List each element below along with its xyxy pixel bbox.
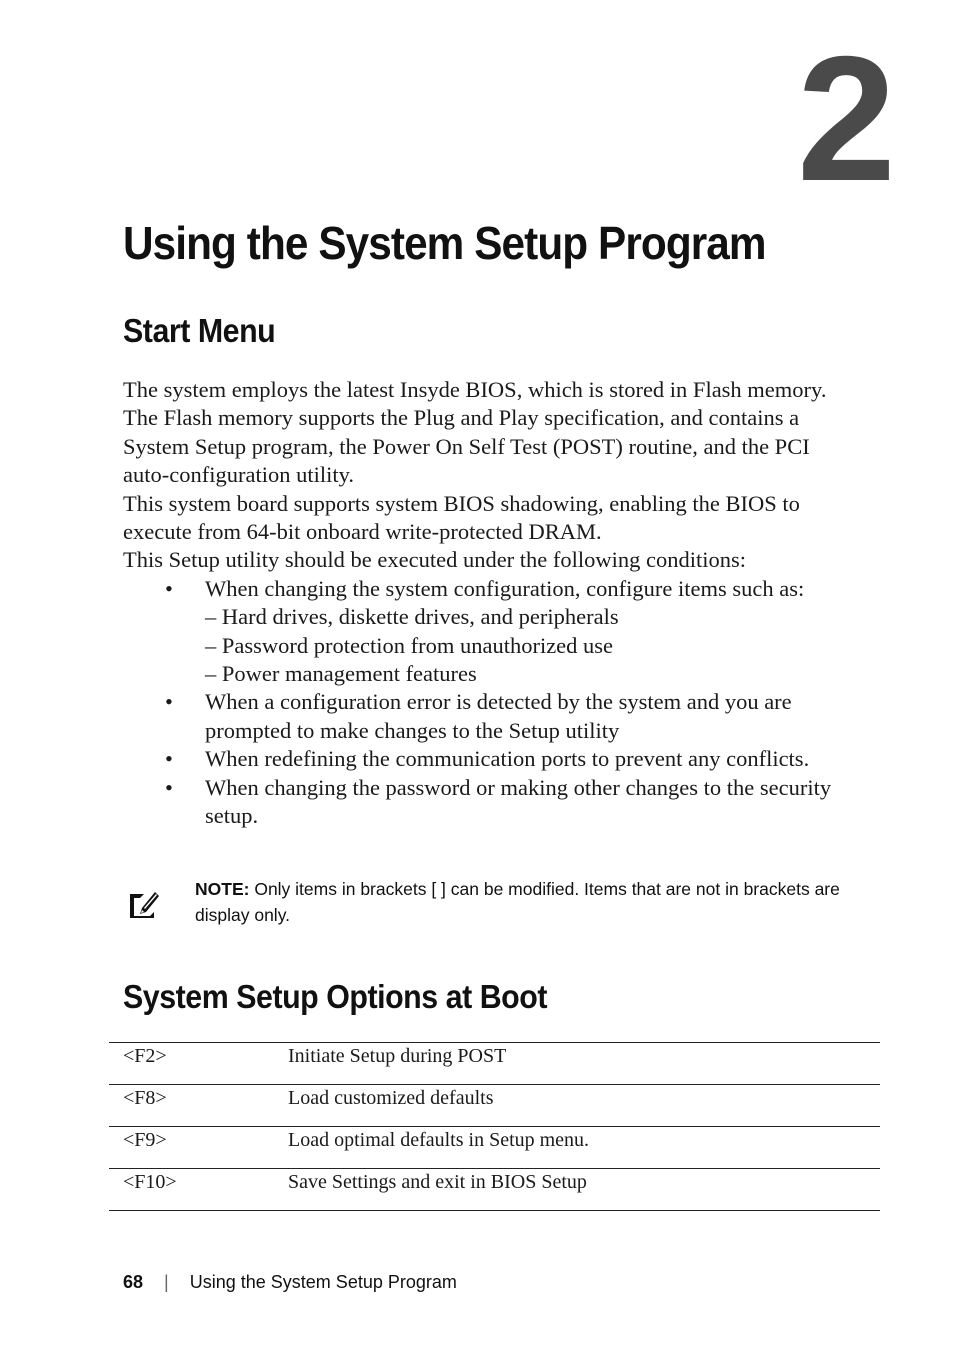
key-cell: <F9> [109, 1127, 288, 1169]
list-item-text: When redefining the communication ports to prevent any conflicts. [205, 746, 810, 772]
running-title: Using the System Setup Program [189, 1272, 457, 1292]
bullet-icon: • [165, 746, 173, 772]
section-title-boot-options: System Setup Options at Boot [123, 978, 548, 1015]
list-item-text: When changing the system configuration, configure items such as: [205, 575, 805, 601]
footer-separator: | [164, 1272, 169, 1292]
bullet-icon: • [165, 774, 173, 800]
list-subitem: – Hard drives, diskette drives, and peripherals [205, 604, 619, 630]
action-cell: Load optimal defaults in Setup menu. [288, 1127, 880, 1169]
chapter-number: 2 [797, 19, 890, 218]
note-label: NOTE: [195, 879, 250, 899]
note-pencil-icon [128, 888, 160, 920]
chapter-title: Using the System Setup Program [123, 217, 766, 269]
note-body [195, 876, 848, 928]
list-item [123, 575, 853, 689]
action-cell: Load customized defaults [288, 1085, 880, 1127]
conditions-list [123, 575, 853, 831]
key-cell: <F10> [109, 1169, 288, 1211]
note-text: Only items in brackets [ ] can be modified. Items that are not in brackets are display only. [195, 879, 840, 925]
action-cell: Save Settings and exit in BIOS Setup [288, 1169, 880, 1211]
list-item [123, 745, 853, 773]
note-box [128, 876, 848, 928]
body-paragraph: The system employs the latest Insyde BIOS, which is stored in Flash memory. The Flash memory supports the Plug and Play specification, and contains a System Setup program, the Power On Self Test (POST) routine, and the PCI auto-configuration utility. [123, 377, 827, 488]
list-subitem: – Password protection from unauthorized use [205, 632, 614, 658]
list-item-text: When changing the password or making other changes to the security setup. [205, 774, 832, 829]
list-item [123, 774, 853, 831]
table-row [109, 1043, 880, 1085]
key-cell: <F2> [109, 1043, 288, 1085]
table-row [109, 1127, 880, 1169]
start-menu-body [123, 376, 853, 831]
list-item [123, 688, 853, 745]
table-row [109, 1169, 880, 1211]
list-subitem: – Power management features [205, 661, 477, 687]
boot-options-table [109, 1042, 880, 1211]
body-paragraph: This system board supports system BIOS shadowing, enabling the BIOS to execute from 64-bit onboard write-protected DRAM. [123, 490, 800, 545]
table-row [109, 1085, 880, 1127]
section-title-start-menu: Start Menu [123, 312, 276, 349]
body-paragraph: This Setup utility should be executed under the following conditions: [123, 547, 747, 573]
page-number: 68 [123, 1272, 144, 1292]
bullet-icon: • [165, 689, 173, 715]
page-footer [123, 1272, 457, 1293]
list-item-text: When a configuration error is detected by the system and you are prompted to make changes to the Setup utility [205, 689, 792, 743]
bullet-icon: • [165, 575, 173, 601]
action-cell: Initiate Setup during POST [288, 1043, 880, 1085]
key-cell: <F8> [109, 1085, 288, 1127]
